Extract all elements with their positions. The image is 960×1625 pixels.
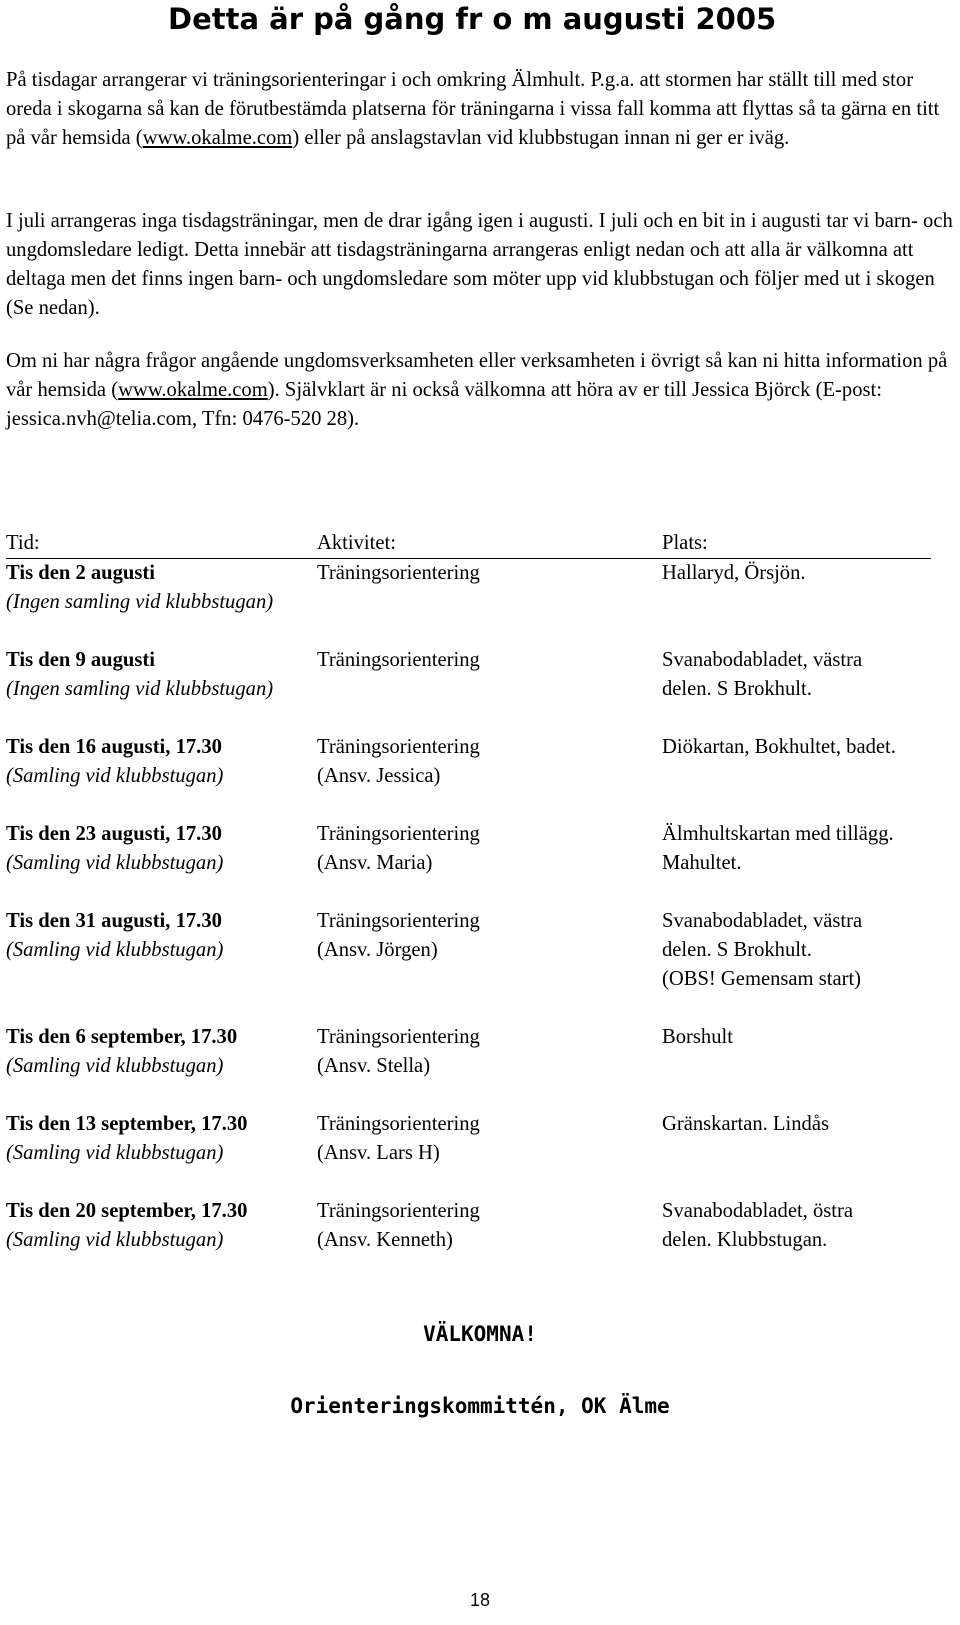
intro-text-1a: På tisdagar arrangerar vi träningsorienteringar i och omkring Älmhult. P.g.a. att stormen har ställt till med stor oreda i skogarna så kan de förutbestämda platserna för träningarna i vissa fall komma att flyttas så ta gärna en titt på vår hemsida (: [6, 69, 940, 149]
event-date: Tis den 23 augusti, 17.30: [6, 823, 222, 845]
schedule-events: [6, 559, 931, 1255]
page-number: 18: [469, 1590, 491, 1610]
event-place-line-1: Svanabodabladet, västra: [662, 910, 863, 932]
event-place-line-1: Svanabodabladet, västra: [662, 649, 863, 671]
schedule-row: [6, 820, 931, 878]
signature: Orienteringskommittén, OK Älme: [290, 1394, 670, 1418]
event-responsible: (Ansv. Jörgen): [317, 939, 438, 961]
event-place-line-1: Älmhultskartan med tillägg.: [662, 823, 894, 845]
event-responsible: (Ansv. Stella): [317, 1055, 431, 1077]
event-place-line-1: Hallaryd, Örsjön.: [662, 562, 806, 584]
homepage-link-2[interactable]: www.okalme.com: [118, 379, 268, 401]
page-title: Detta är på gång fr o m augusti 2005: [168, 2, 777, 36]
intro-paragraph-2: I juli arrangeras inga tisdagsträningar, men de drar igång igen i augusti. I juli och en bit in i augusti tar vi barn- och ungdomsledare ledigt. Detta innebär att tisdagsträningarna arrangeras enligt nedan och att alla är välkomna att deltaga men det finns ingen barn- och ungdomsledare som möter upp vid klubbstugan och följer med ut i skogen (Se nedan).: [6, 210, 953, 319]
event-place-line-3: (OBS! Gemensam start): [662, 968, 862, 990]
event-note: (Samling vid klubbstugan): [6, 939, 224, 961]
event-note: (Ingen samling vid klubbstugan): [6, 591, 274, 613]
event-place-line-1: Borshult: [662, 1026, 733, 1048]
homepage-link-1[interactable]: www.okalme.com: [142, 127, 293, 149]
schedule-row: [6, 907, 931, 994]
event-responsible: (Ansv. Kenneth): [317, 1229, 453, 1251]
intro-paragraph-1: [6, 66, 954, 153]
event-date: Tis den 13 september, 17.30: [6, 1113, 248, 1135]
event-note: (Samling vid klubbstugan): [6, 1229, 224, 1251]
schedule-row: [6, 1110, 931, 1168]
event-activity: Träningsorientering: [317, 649, 480, 671]
event-note: (Samling vid klubbstugan): [6, 765, 224, 787]
schedule-row: [6, 1197, 931, 1255]
event-responsible: (Ansv. Lars H): [317, 1142, 440, 1164]
event-date: Tis den 31 augusti, 17.30: [6, 910, 222, 932]
event-note: (Samling vid klubbstugan): [6, 1055, 224, 1077]
event-place-line-2: delen. S Brokhult.: [662, 939, 812, 961]
schedule-row: [6, 559, 931, 617]
header-activity: Aktivitet:: [317, 532, 396, 554]
event-activity: Träningsorientering: [317, 736, 480, 758]
schedule-row: [6, 733, 931, 791]
header-time: Tid:: [6, 532, 40, 554]
schedule-row: [6, 1023, 931, 1081]
event-activity: Träningsorientering: [317, 1113, 480, 1135]
event-activity: Träningsorientering: [317, 562, 480, 584]
event-place-line-1: Gränskartan. Lindås: [662, 1113, 829, 1135]
event-activity: Träningsorientering: [317, 910, 480, 932]
event-date: Tis den 20 september, 17.30: [6, 1200, 248, 1222]
event-place-line-2: Mahultet.: [662, 852, 742, 874]
intro-paragraph-3: [6, 347, 954, 434]
event-place-line-2: delen. Klubbstugan.: [662, 1229, 828, 1251]
intro-text-1b: ) eller på anslagstavlan vid klubbstugan innan ni ger er iväg.: [292, 127, 790, 149]
schedule-row: [6, 646, 931, 704]
header-place: Plats:: [662, 532, 708, 554]
event-note: (Samling vid klubbstugan): [6, 852, 224, 874]
event-note: (Ingen samling vid klubbstugan): [6, 678, 274, 700]
welcome-text: VÄLKOMNA!: [423, 1322, 537, 1346]
intro-text-3a: Om ni har några frågor angående ungdomsverksamheten eller verksamheten i övrigt så kan ni hitta information på vår hemsida (: [6, 350, 948, 401]
event-date: Tis den 6 september, 17.30: [6, 1026, 238, 1048]
event-place-line-2: delen. S Brokhult.: [662, 678, 812, 700]
event-note: (Samling vid klubbstugan): [6, 1142, 224, 1164]
event-responsible: (Ansv. Maria): [317, 852, 433, 874]
schedule-header-row: [6, 530, 931, 559]
event-date: Tis den 2 augusti: [6, 562, 155, 584]
event-activity: Träningsorientering: [317, 1026, 480, 1048]
event-date: Tis den 9 augusti: [6, 649, 155, 671]
event-activity: Träningsorientering: [317, 823, 480, 845]
intro-text-3b: ). Självklart är ni också välkomna att höra av er till Jessica Björck (E-post: jessica.nvh@telia.com, Tfn: 0476-520 28).: [6, 379, 882, 430]
schedule-table: [6, 530, 931, 1255]
event-responsible: (Ansv. Jessica): [317, 765, 441, 787]
event-place-line-1: Diökartan, Bokhultet, badet.: [662, 736, 896, 758]
event-date: Tis den 16 augusti, 17.30: [6, 736, 222, 758]
event-place-line-1: Svanabodabladet, östra: [662, 1200, 854, 1222]
event-activity: Träningsorientering: [317, 1200, 480, 1222]
